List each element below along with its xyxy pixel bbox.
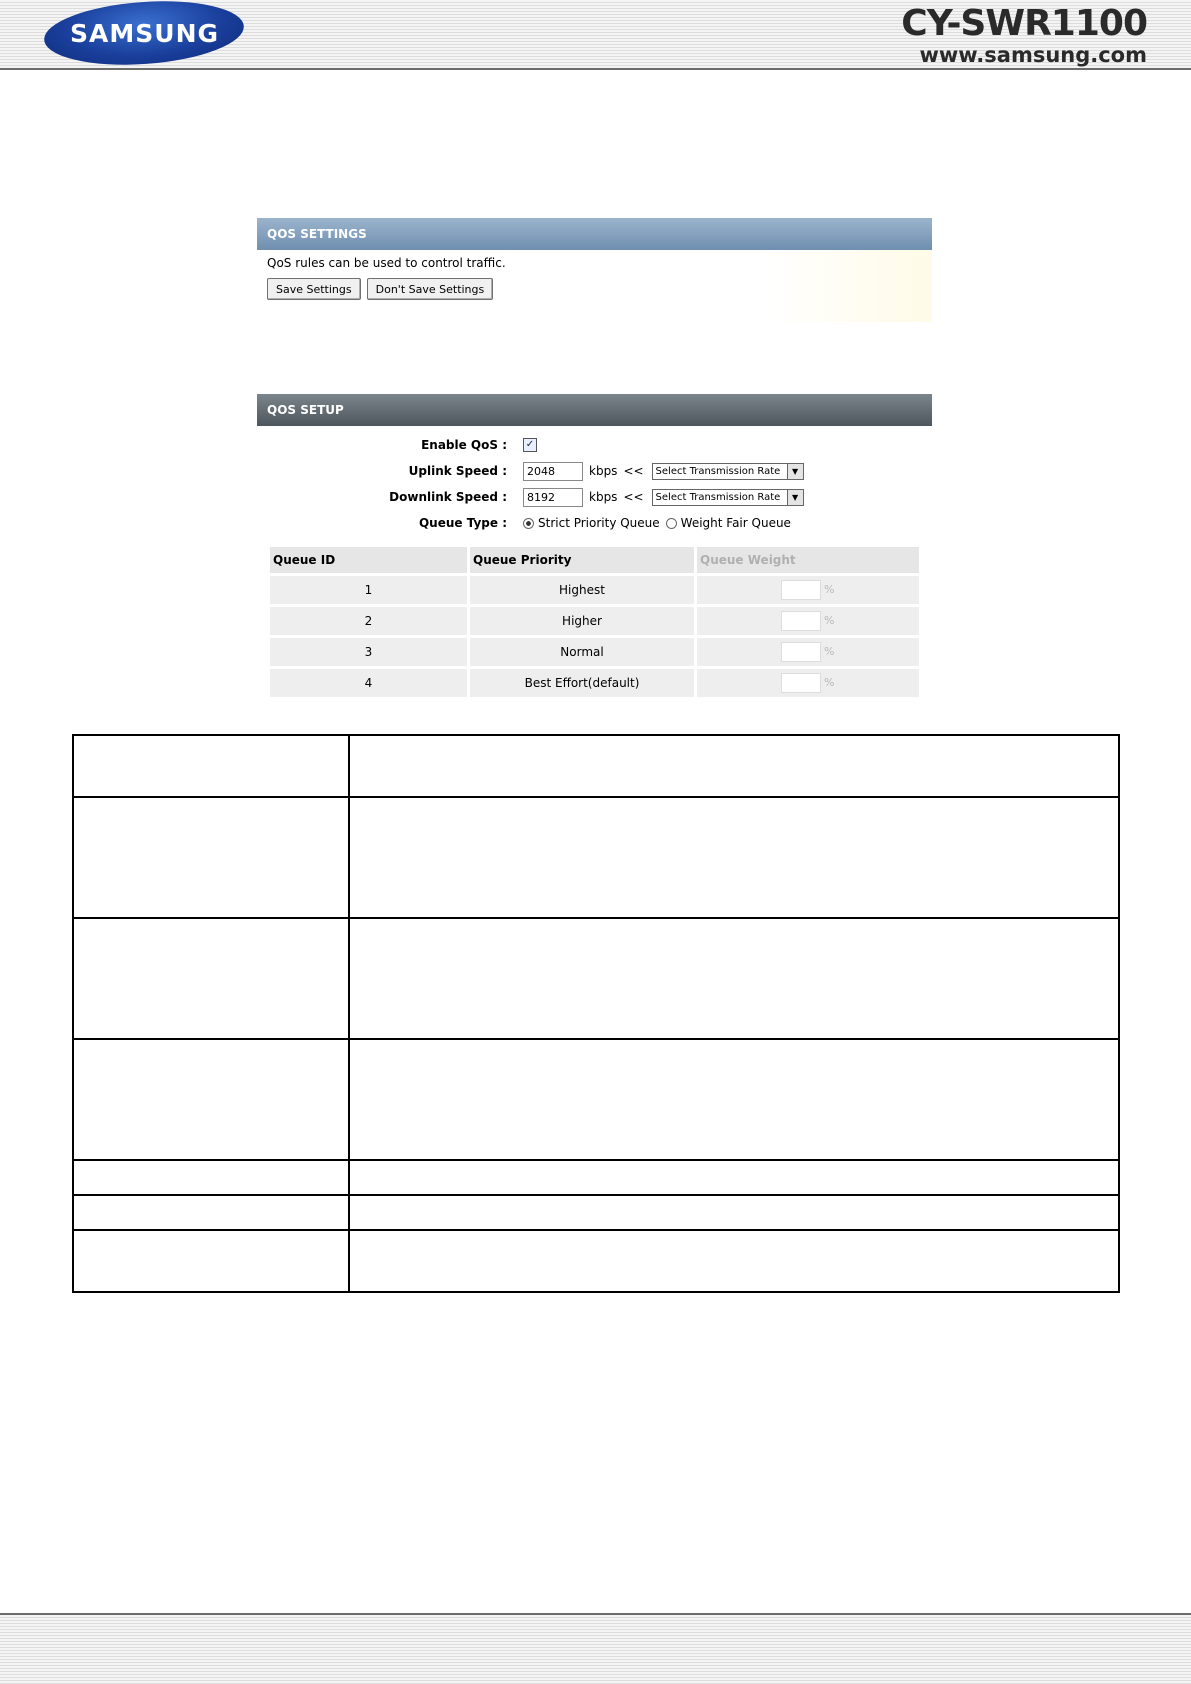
queue-weight-input[interactable] — [781, 580, 821, 600]
uplink-arrow: << — [623, 464, 644, 478]
queue-weight-header: Queue Weight — [697, 547, 919, 573]
downlink-speed-label: Downlink Speed : — [389, 490, 507, 504]
qos-settings-title: QOS SETTINGS — [257, 218, 932, 250]
queue-priority-cell: Best Effort(default) — [470, 669, 694, 697]
queue-id-cell: 1 — [270, 576, 467, 604]
queue-weight-input[interactable] — [781, 673, 821, 693]
uplink-speed-label: Uplink Speed : — [408, 464, 507, 478]
table-row — [270, 638, 919, 666]
samsung-logo: SAMSUNG — [42, 0, 246, 71]
uplink-unit: kbps — [589, 464, 618, 478]
queue-priority-cell: Higher — [470, 607, 694, 635]
percent-label: % — [824, 645, 835, 658]
queue-id-header: Queue ID — [270, 547, 467, 573]
weight-fair-radio[interactable] — [666, 518, 677, 529]
percent-label: % — [824, 614, 835, 627]
page-footer — [0, 1615, 1191, 1684]
downlink-rate-select[interactable]: Select Transmission Rate ▼ — [652, 489, 804, 506]
strict-priority-label: Strict Priority Queue — [538, 516, 660, 530]
percent-label: % — [824, 583, 835, 596]
table-row — [270, 607, 919, 635]
strict-priority-radio[interactable] — [523, 518, 534, 529]
table-row — [73, 1039, 1119, 1160]
page-header — [0, 0, 1191, 68]
header-divider — [0, 68, 1191, 70]
queue-priority-cell: Normal — [470, 638, 694, 666]
uplink-speed-input[interactable] — [523, 462, 583, 481]
uplink-rate-select[interactable]: Select Transmission Rate ▼ — [652, 463, 804, 480]
model-name: CY-SWR1100 — [901, 3, 1147, 44]
enable-qos-checkbox[interactable]: ✓ — [523, 438, 537, 452]
uplink-speed-row — [257, 458, 932, 484]
downlink-speed-row — [257, 484, 932, 510]
table-row — [73, 797, 1119, 918]
percent-label: % — [824, 676, 835, 689]
save-settings-button[interactable]: Save Settings — [267, 278, 361, 300]
model-block — [901, 4, 1147, 66]
queue-id-cell: 4 — [270, 669, 467, 697]
table-row — [270, 669, 919, 697]
qos-setup-title: QOS SETUP — [257, 394, 932, 426]
queue-priority-header: Queue Priority — [470, 547, 694, 573]
website-text: www.samsung.com — [919, 43, 1147, 67]
table-row — [73, 735, 1119, 797]
queue-priority-cell: Highest — [470, 576, 694, 604]
queue-id-cell: 2 — [270, 607, 467, 635]
downlink-unit: kbps — [589, 490, 618, 504]
dont-save-settings-button[interactable]: Don't Save Settings — [367, 278, 494, 300]
queue-table — [267, 544, 922, 700]
qos-settings-panel — [257, 218, 932, 322]
queue-weight-input[interactable] — [781, 642, 821, 662]
qos-settings-description: QoS rules can be used to control traffic. — [267, 256, 506, 270]
queue-weight-input[interactable] — [781, 611, 821, 631]
weight-fair-label: Weight Fair Queue — [680, 516, 791, 530]
qos-setup-panel — [257, 394, 932, 700]
queue-type-row — [257, 510, 932, 536]
table-row — [73, 1230, 1119, 1292]
table-row — [270, 576, 919, 604]
table-row — [73, 1195, 1119, 1230]
table-row — [73, 1160, 1119, 1195]
downlink-speed-input[interactable] — [523, 488, 583, 507]
enable-qos-row — [257, 432, 932, 458]
downlink-arrow: << — [623, 490, 644, 504]
table-row — [73, 918, 1119, 1039]
chevron-down-icon: ▼ — [787, 490, 803, 505]
queue-type-label: Queue Type : — [418, 516, 507, 530]
queue-id-cell: 3 — [270, 638, 467, 666]
description-table — [72, 734, 1120, 1293]
enable-qos-label: Enable QoS : — [421, 438, 507, 452]
chevron-down-icon: ▼ — [787, 464, 803, 479]
